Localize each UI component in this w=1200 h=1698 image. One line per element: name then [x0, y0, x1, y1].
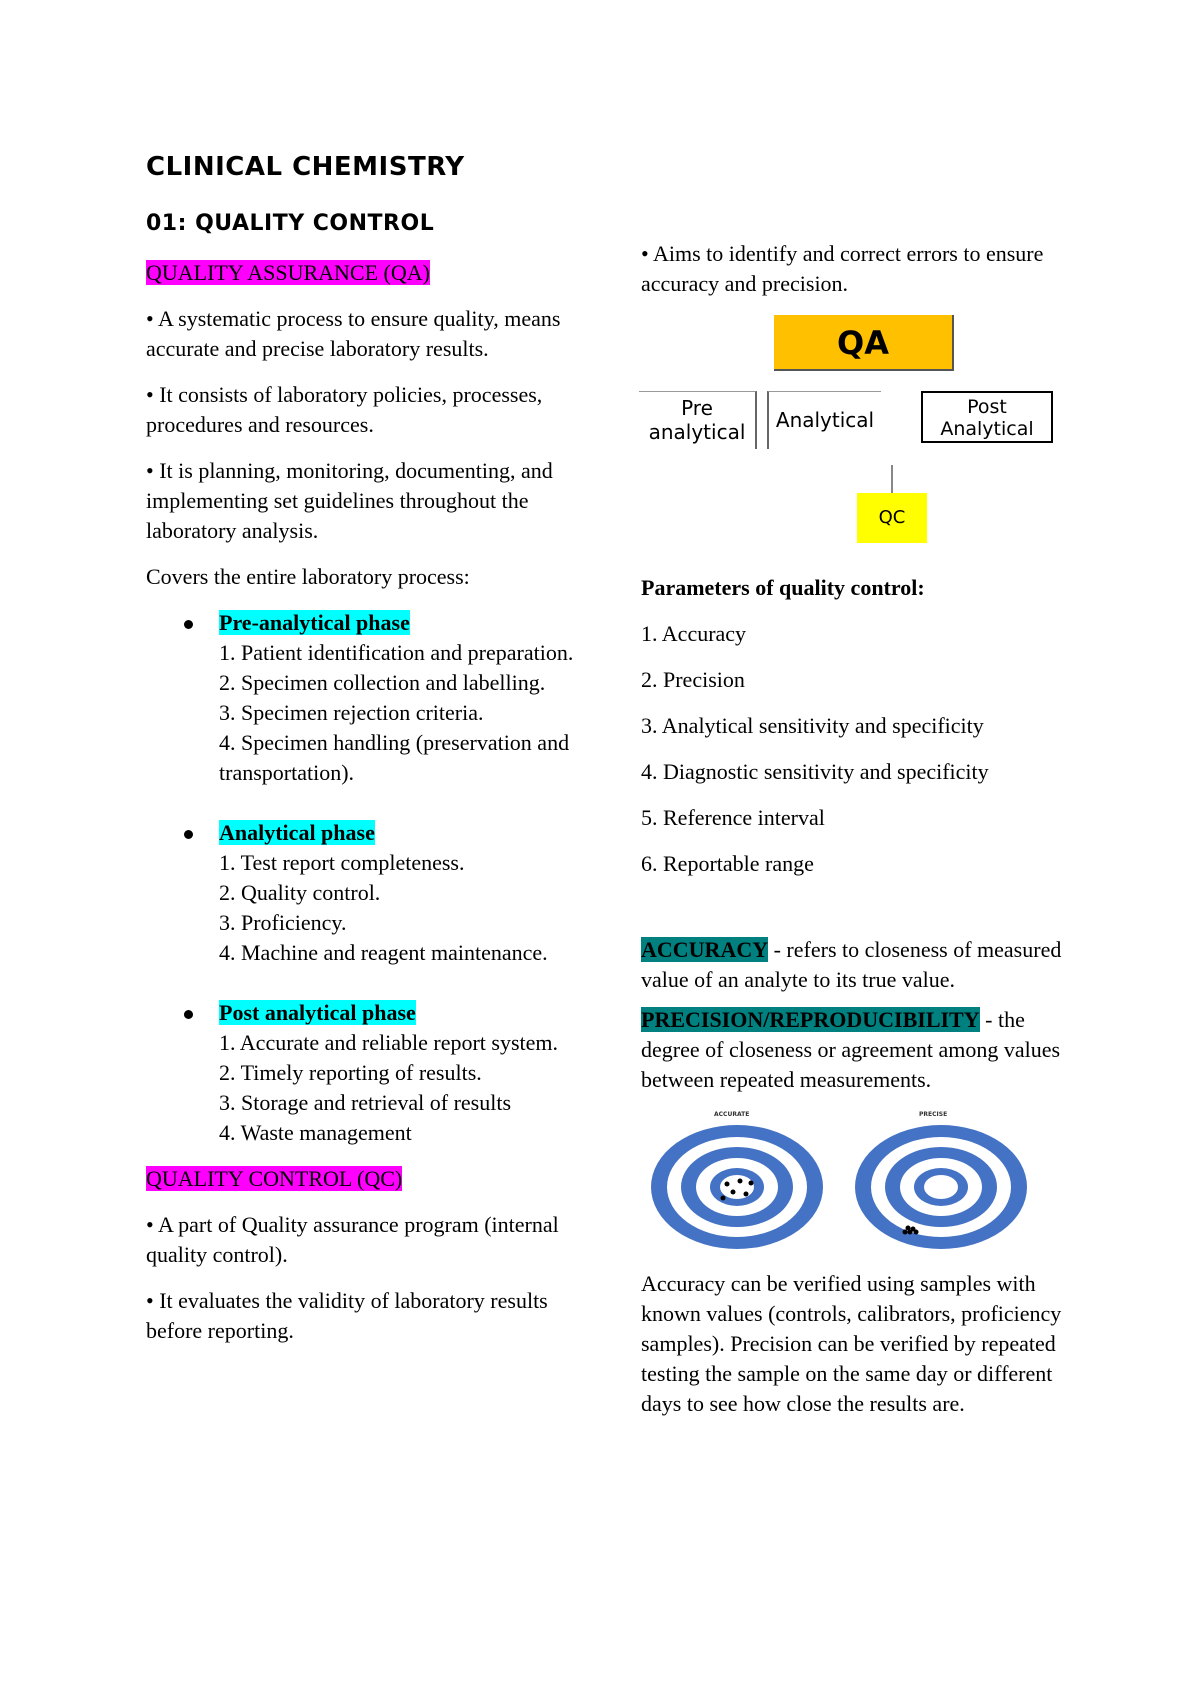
phase-step: 3. Proficiency.	[219, 910, 347, 935]
precise-label: PRECISE	[919, 1111, 948, 1118]
phase-steps	[219, 1028, 576, 1148]
accuracy-definition	[641, 935, 1081, 995]
closing-paragraph: Accuracy can be verified using samples with known values (controls, calibrators, proficiency samples). Precision can be verified by repeated testing the sample on the same day or different days to see how close the results are.	[641, 1271, 1062, 1416]
param-item: 6. Reportable range	[641, 851, 814, 876]
shot-dot	[914, 1230, 919, 1235]
phase-step: 3. Specimen rejection criteria.	[219, 700, 484, 725]
diagram-pre-line: Pre	[681, 396, 713, 420]
phase-name: Pre-analytical phase	[219, 610, 410, 635]
diagram-analytical-box: Analytical	[767, 391, 881, 449]
phase-step: 1. Test report completeness.	[219, 850, 465, 875]
diagram-connector	[891, 465, 893, 493]
phase-step: 2. Quality control.	[219, 880, 381, 905]
bullet-icon	[184, 620, 193, 629]
precise-target	[855, 1125, 1027, 1249]
phase-analytical	[219, 818, 576, 968]
qa-bullet: • It is planning, monitoring, documenting, and implementing set guidelines throughout the laboratory analysis.	[146, 458, 553, 543]
phase-step: 1. Patient identification and preparation.	[219, 640, 574, 665]
precision-definition	[641, 1005, 1081, 1095]
right-column	[641, 239, 1081, 1435]
accurate-target	[651, 1125, 823, 1249]
phase-step: 4. Waste management	[219, 1120, 412, 1145]
phase-step: 1. Accurate and reliable report system.	[219, 1030, 559, 1055]
qa-heading-line	[146, 258, 576, 288]
targets-graphic	[641, 1111, 1041, 1251]
qc-bullet: • A part of Quality assurance program (internal quality control).	[146, 1212, 559, 1267]
shot-dot	[725, 1182, 730, 1187]
shot-dot	[749, 1181, 754, 1186]
phase-step: 4. Machine and reagent maintenance.	[219, 940, 548, 965]
diagram-pre-analytical-box	[639, 391, 757, 449]
params-heading: Parameters of quality control:	[641, 575, 925, 600]
diagram-qa-box: QA	[774, 315, 954, 371]
accuracy-precision-targets	[641, 1111, 1041, 1251]
phase-name-line	[219, 998, 576, 1028]
qa-bullet: • A systematic process to ensure quality, means accurate and precise laboratory results.	[146, 306, 561, 361]
accuracy-term: ACCURACY	[641, 937, 769, 962]
shot-dot	[903, 1230, 908, 1235]
qc-bullet: • It evaluates the validity of laboratory results before reporting.	[146, 1288, 548, 1343]
qa-heading: QUALITY ASSURANCE (QA)	[146, 260, 430, 285]
diagram-qc-box: QC	[857, 493, 927, 543]
accuracy-text: - refers to closeness of measured value of an analyte to its true value.	[641, 937, 1062, 992]
precision-text: - the degree of closeness or agreement among values between repeated measurements.	[641, 1007, 1061, 1092]
shot-dot	[731, 1190, 736, 1195]
qc-heading: QUALITY CONTROL (QC)	[146, 1166, 403, 1191]
phase-name: Analytical phase	[219, 820, 375, 845]
shot-dot	[908, 1230, 913, 1235]
covers-text: Covers the entire laboratory process:	[146, 564, 470, 589]
phase-step: 2. Timely reporting of results.	[219, 1060, 482, 1085]
phase-steps	[219, 848, 576, 968]
phase-step: 4. Specimen handling (preservation and transportation).	[219, 730, 570, 785]
shot-dot	[721, 1196, 726, 1201]
bullet-icon	[184, 830, 193, 839]
shot-dot	[744, 1192, 749, 1197]
phase-step: 3. Storage and retrieval of results	[219, 1090, 512, 1115]
qa-bullet: • It consists of laboratory policies, processes, procedures and resources.	[146, 382, 543, 437]
param-item: 1. Accuracy	[641, 621, 747, 646]
precision-term: PRECISION/REPRODUCIBILITY	[641, 1007, 980, 1032]
qc-heading-line	[146, 1164, 576, 1194]
param-item: 3. Analytical sensitivity and specificity	[641, 713, 984, 738]
shot-dot	[738, 1179, 743, 1184]
document-title: CLINICAL CHEMISTRY	[146, 152, 465, 182]
phase-pre-analytical	[219, 608, 576, 788]
qa-qc-diagram	[627, 315, 1087, 555]
phase-name: Post analytical phase	[219, 1000, 416, 1025]
left-column	[146, 258, 576, 1362]
diagram-post-line: Analytical	[940, 418, 1034, 440]
param-item: 5. Reference interval	[641, 805, 825, 830]
phase-name-line	[219, 818, 576, 848]
phase-steps	[219, 638, 576, 788]
phase-name-line	[219, 608, 576, 638]
diagram-post-analytical-box	[921, 391, 1053, 443]
phase-post-analytical	[219, 998, 576, 1148]
diagram-pre-line: analytical	[648, 420, 746, 444]
param-item: 2. Precision	[641, 667, 745, 692]
diagram-post-line: Post	[967, 396, 1007, 418]
phase-step: 2. Specimen collection and labelling.	[219, 670, 546, 695]
accurate-label: ACCURATE	[714, 1111, 750, 1118]
section-title: 01: QUALITY CONTROL	[146, 211, 435, 236]
bullet-icon	[184, 1010, 193, 1019]
aims-text: • Aims to identify and correct errors to ensure accuracy and precision.	[641, 241, 1044, 296]
param-item: 4. Diagnostic sensitivity and specificity	[641, 759, 989, 784]
